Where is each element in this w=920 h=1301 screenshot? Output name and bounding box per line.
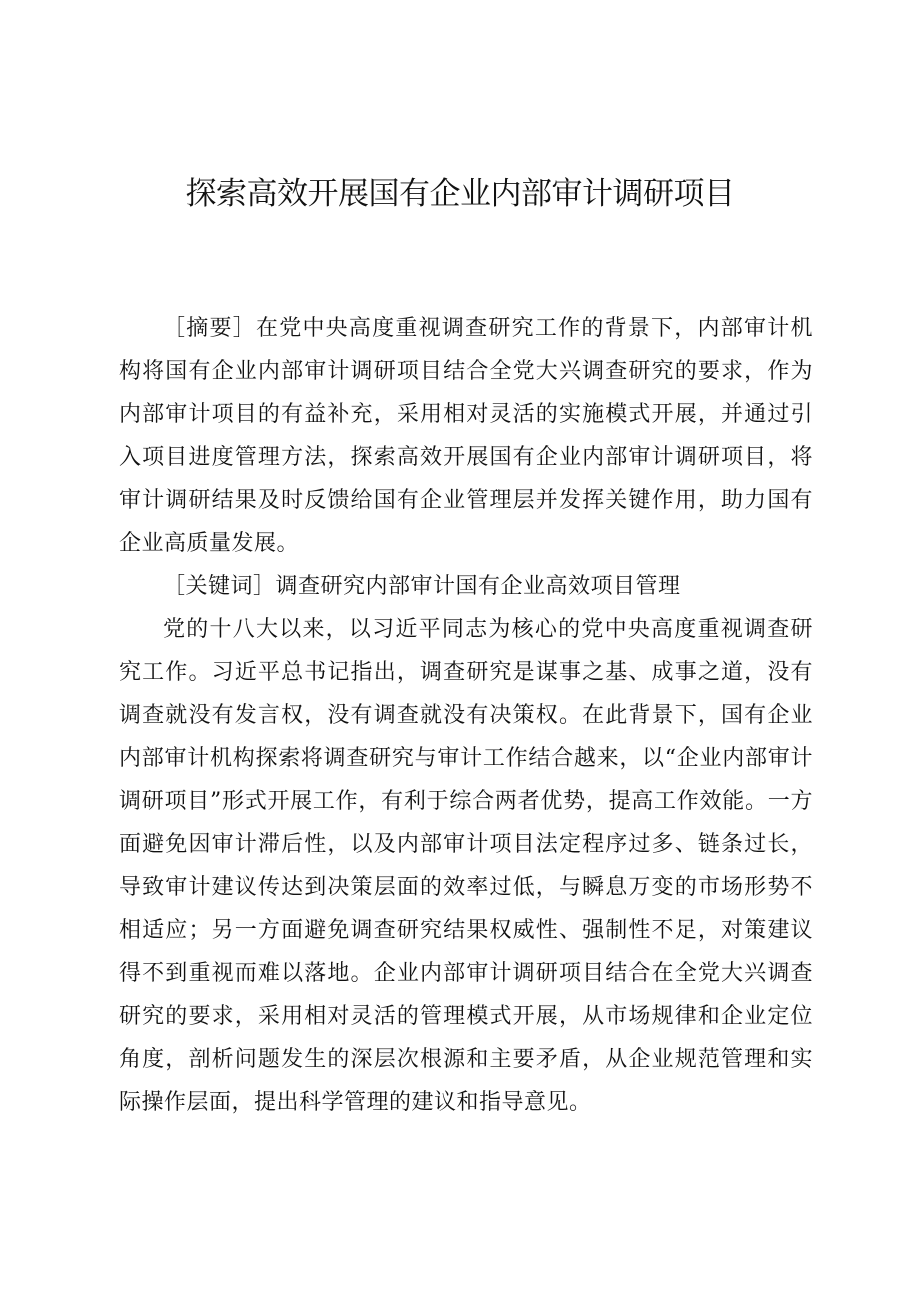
document-body	[119, 307, 813, 1124]
keywords-paragraph: ［关键词］调查研究内部审计国有企业高效项目管理	[163, 574, 681, 599]
abstract-paragraph: ［摘要］在党中央高度重视调查研究工作的背景下，内部审计机构将国有企业内部审计调研项目结合全党大兴调查研究的要求，作为内部审计项目的有益补充，采用相对灵活的实施模式开展，并通过引入项目进度管理方法，探索高效开展国有企业内部审计调研项目，将审计调研结果及时反馈给国有企业管理层并发挥关键作用，助力国有企业高质量发展。	[119, 316, 813, 556]
document-title: 探索高效开展国有企业内部审计调研项目	[185, 176, 735, 212]
body-paragraph: 党的十八大以来，以习近平同志为核心的党中央高度重视调查研究工作。习近平总书记指出，调查研究是谋事之基、成事之道，没有调查就没有发言权，没有调查就没有决策权。在此背景下，国有企业内部审计机构探索将调查研究与审计工作结合越来，以“企业内部审计调研项目”形式开展工作，有利于综合两者优势，提高工作效能。一方面避免因审计滞后性，以及内部审计项目法定程序过多、链条过长，导致审计建议传达到决策层面的效率过低，与瞬息万变的市场形势不相适应；另一方面避免调查研究结果权威性、强制性不足，对策建议得不到重视而难以落地。企业内部审计调研项目结合在全党大兴调查研究的要求，采用相对灵活的管理模式开展，从市场规律和企业定位角度，剖析问题发生的深层次根源和主要矛盾，从企业规范管理和实际操作层面，提出科学管理的建议和指导意见。	[119, 617, 813, 1115]
